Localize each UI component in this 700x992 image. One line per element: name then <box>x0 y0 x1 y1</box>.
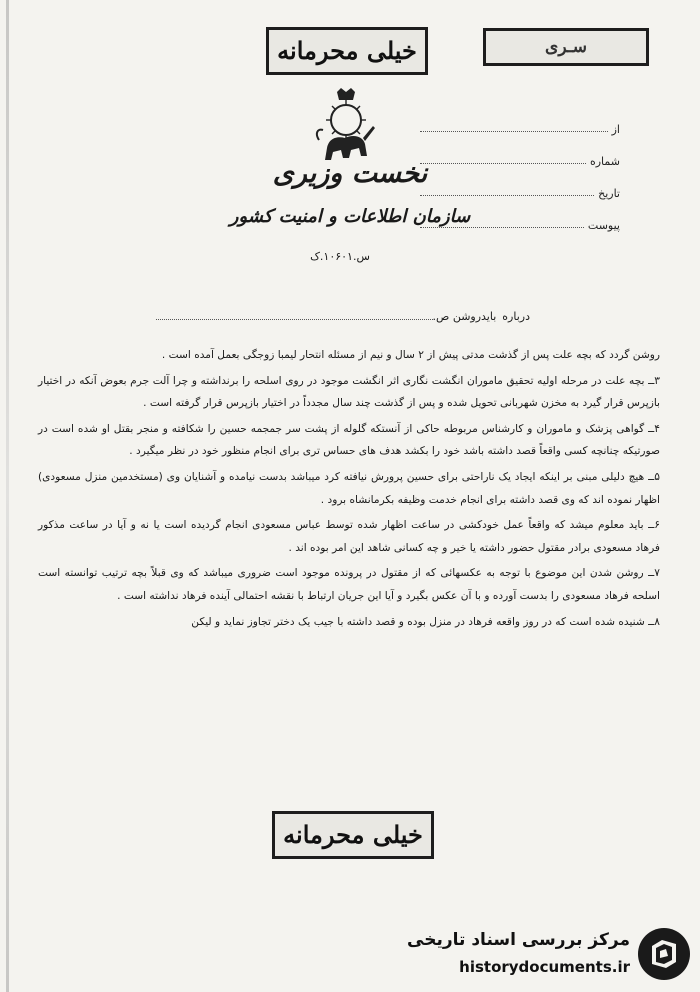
paragraph-3: ۳ــ بچه علت در مرحله اولیه تحقیق ماموران انگشت نگاری اثر انگشت موجود در روی اسلحه را برنداشته و چرا آلت جرم بعوض آنکه در اختیار بازپرس قرار گیرد به مخزن شهربانی تحویل شده و پس از گذشت چند سال مجدداً در اختیار بازپرس قرار گرفته است . <box>38 374 660 410</box>
paragraph-5: ۵ــ هیچ دلیلی مبنی بر اینکه ایجاد یک ناراحتی برای حسین پرورش نیافته کرد میباشد بدست نیامده و آشنایان وی (مستخدمین منزل مسعودی) اظهار نموده اند که وی قصد داشته برای انجام خدمت وظیفه بکرمانشاه برود . <box>38 470 660 506</box>
subject-line <box>150 310 530 323</box>
ministry-title: نخست وزیری <box>272 158 428 189</box>
organization-title: سازمان اطلاعات و امنیت کشور <box>229 206 471 227</box>
document-body <box>38 344 660 636</box>
number-label: شماره <box>589 155 620 168</box>
paragraph-6: ۶ــ باید معلوم میشد که واقعاً عمل خودکشی در ساعت اظهار شده توسط عباس مسعودی انجام گردیده است یا نه و آیا در ساعت مذکور فرهاد مسعودی برادر مقتول حضور داشته یا خیر و چه کسانی شاهد این امر بوده اند . <box>38 519 660 554</box>
attachment-label: پیوست <box>587 219 620 232</box>
watermark-text-fa: مرکز بررسی اسناد تاریخی <box>407 930 630 950</box>
secret-stamp: سـری <box>483 28 649 66</box>
paragraph-7: ۷ــ روشن شدن این موضوع با توجه به عکسهائی که از مقتول در پرونده موجود است ضروری میباشد که وی قبلاً بچه ترتیب توانسته است اسلحه فرهاد مسعودی را بدست آورده و با آن عکس بگیرد و آیا این جریان ارتباط با نقشه احتمالی آینده فرهاد نداشته است . <box>38 567 660 602</box>
watermark-logo <box>407 924 692 986</box>
top-secret-stamp: خیلی محرمانه <box>266 27 428 75</box>
bottom-secret-stamp: خیلی محرمانه <box>272 811 434 859</box>
lion-and-sun-emblem-icon <box>315 86 377 166</box>
from-field <box>420 104 620 136</box>
subject-label: درباره <box>502 310 530 323</box>
watermark-text-en: historydocuments.ir <box>459 958 630 976</box>
from-label: از <box>611 123 620 136</box>
reference-code: س.۱۰۶۰۱.ک <box>310 250 370 263</box>
archive-logo-icon <box>636 926 692 982</box>
date-field <box>420 168 620 200</box>
paragraph-8: ۸ــ شنیده شده است که در روز واقعه فرهاد در منزل بوده و قصد داشته با جیب یک دختر تجاوز نماید و لیکن <box>191 615 660 628</box>
paragraph-intro: روشن گردد که بچه علت پس از گذشت مدتی پیش از ۲ سال و نیم از مسئله انتحار لیمبا زوجگی بعمل آمده است . <box>161 349 660 361</box>
subject-name: بایدروشن ص. <box>432 310 497 323</box>
paragraph-4: ۴ــ گواهی پزشک و ماموران و کارشناس مربوطه حاکی از آنستکه گلوله از پشت سر جمجمه حسین را شکافته و منجر بقتل او شده است در صورتیکه چنانچه کسی واقعاً قصد داشته باشد خود را بکشد هدف های حساس تری برای انجام منظور خود در نظر میگیرد . <box>38 422 660 458</box>
number-field <box>420 136 620 168</box>
header-fields <box>420 104 620 232</box>
date-label: تاریخ <box>598 187 620 200</box>
attachment-field <box>420 200 620 232</box>
